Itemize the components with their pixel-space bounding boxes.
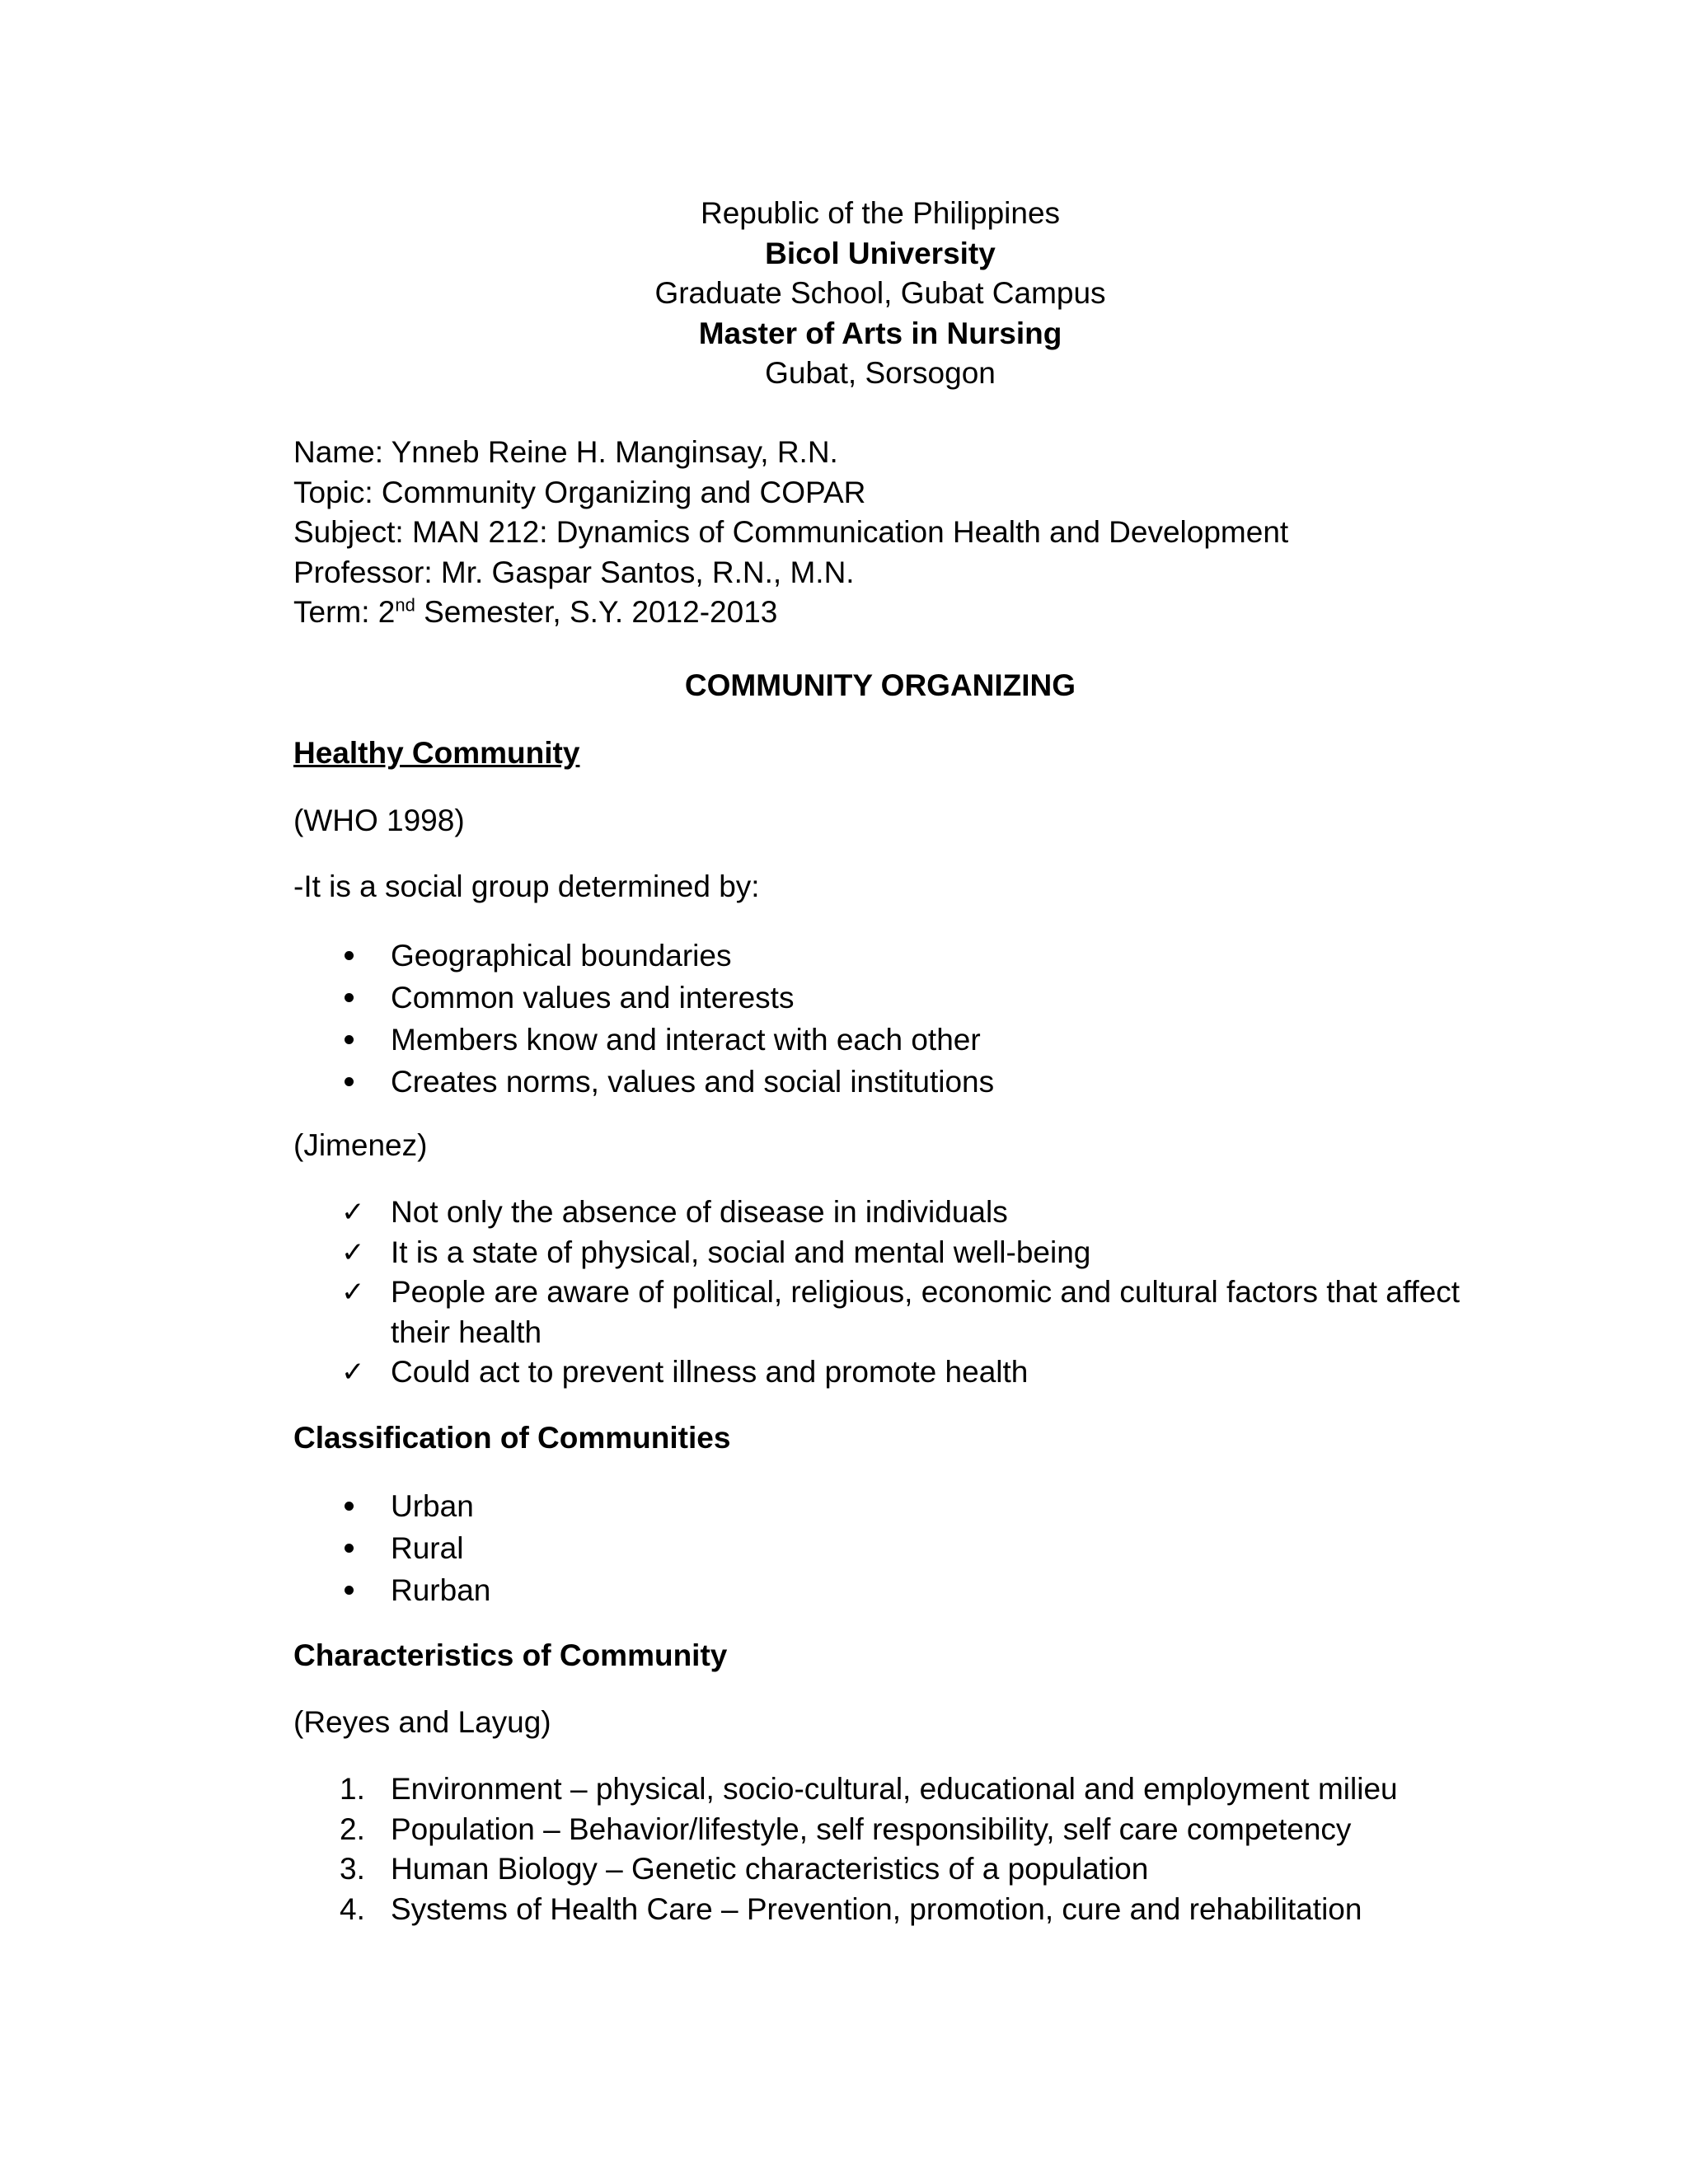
main-title: COMMUNITY ORGANIZING — [684, 668, 1076, 702]
header-school: Graduate School, Gubat Campus — [654, 276, 1106, 310]
list-item-text: Creates norms, values and social institutions — [391, 1065, 995, 1099]
list-number: 3. — [340, 1852, 365, 1886]
header-program: Master of Arts in Nursing — [698, 316, 1062, 350]
list-number: 4. — [340, 1891, 365, 1926]
list-item-text: Rurban — [391, 1573, 491, 1607]
meta-term — [293, 593, 1288, 633]
checkmark-icon: ✓ — [341, 1196, 365, 1229]
header-country: Republic of the Philippines — [700, 196, 1061, 230]
list-item-text: People are aware of political, religious, economic and cultural factors that affect their health — [391, 1275, 1461, 1349]
list-item — [293, 1810, 1462, 1850]
checkmark-icon: ✓ — [341, 1276, 365, 1309]
list-item-text: Environment – physical, socio-cultural, educational and employment milieu — [391, 1772, 1398, 1806]
bullet-icon — [345, 951, 354, 960]
who-source: (WHO 1998) — [293, 804, 465, 837]
list-item — [293, 1193, 1462, 1233]
classification-list — [293, 1485, 1462, 1611]
list-item — [293, 1569, 1462, 1611]
list-item-text: Not only the absence of disease in individuals — [391, 1195, 1008, 1229]
list-item — [293, 935, 1462, 977]
list-item — [293, 1485, 1462, 1527]
header-university: Bicol University — [765, 236, 996, 270]
list-item — [293, 1352, 1462, 1393]
bullet-icon — [345, 1077, 354, 1086]
list-item-text: Common values and interests — [391, 981, 795, 1015]
list-item-text: It is a state of physical, social and mental well-being — [391, 1235, 1091, 1269]
list-item — [293, 977, 1462, 1019]
list-number: 1. — [340, 1772, 365, 1806]
list-item — [293, 1233, 1462, 1273]
checkmark-icon: ✓ — [341, 1235, 365, 1269]
list-item — [293, 1272, 1462, 1352]
list-number: 2. — [340, 1811, 365, 1846]
bullet-icon — [345, 1035, 354, 1044]
list-item-text: Population – Behavior/lifestyle, self responsibility, self care competency — [391, 1811, 1352, 1846]
bullet-icon — [345, 1502, 354, 1511]
list-item-text: Members know and interact with each other — [391, 1023, 981, 1057]
header-location: Gubat, Sorsogon — [765, 356, 996, 390]
social-group-intro: -It is a social group determined by: — [293, 869, 760, 903]
characteristics-heading: Characteristics of Community — [293, 1638, 728, 1672]
list-item — [293, 1527, 1462, 1569]
meta-topic: Topic: Community Organizing and COPAR — [293, 475, 866, 509]
bullet-icon — [345, 993, 354, 1002]
list-item-text: Geographical boundaries — [391, 939, 732, 972]
jimenez-checklist — [293, 1193, 1462, 1393]
characteristics-list — [293, 1769, 1462, 1929]
meta-subject: Subject: MAN 212: Dynamics of Communication Health and Development — [293, 515, 1289, 549]
meta-term-prefix: Term: 2 — [293, 595, 396, 629]
reyes-source: (Reyes and Layug) — [293, 1705, 551, 1739]
meta-name: Name: Ynneb Reine H. Manginsay, R.N. — [293, 435, 838, 469]
social-group-list — [293, 935, 1462, 1103]
list-item — [293, 1769, 1462, 1810]
meta-term-suffix: Semester, S.Y. 2012-2013 — [415, 595, 778, 629]
document-meta — [293, 433, 1288, 633]
classification-heading: Classification of Communities — [293, 1421, 731, 1455]
list-item-text: Could act to prevent illness and promote health — [391, 1355, 1029, 1389]
bullet-icon — [345, 1586, 354, 1595]
list-item — [293, 1890, 1462, 1930]
meta-professor: Professor: Mr. Gaspar Santos, R.N., M.N. — [293, 555, 855, 589]
list-item — [293, 1061, 1462, 1103]
meta-term-sup: nd — [395, 594, 415, 616]
document-header — [293, 194, 1467, 394]
healthy-community-heading: Healthy Community — [293, 736, 580, 770]
list-item — [293, 1849, 1462, 1890]
list-item-text: Human Biology – Genetic characteristics of a population — [391, 1852, 1149, 1886]
list-item-text: Systems of Health Care – Prevention, promotion, cure and rehabilitation — [391, 1891, 1362, 1926]
list-item-text: Rural — [391, 1531, 464, 1565]
bullet-icon — [345, 1544, 354, 1553]
list-item — [293, 1019, 1462, 1061]
list-item-text: Urban — [391, 1489, 474, 1523]
checkmark-icon: ✓ — [341, 1356, 365, 1389]
jimenez-source: (Jimenez) — [293, 1128, 428, 1162]
